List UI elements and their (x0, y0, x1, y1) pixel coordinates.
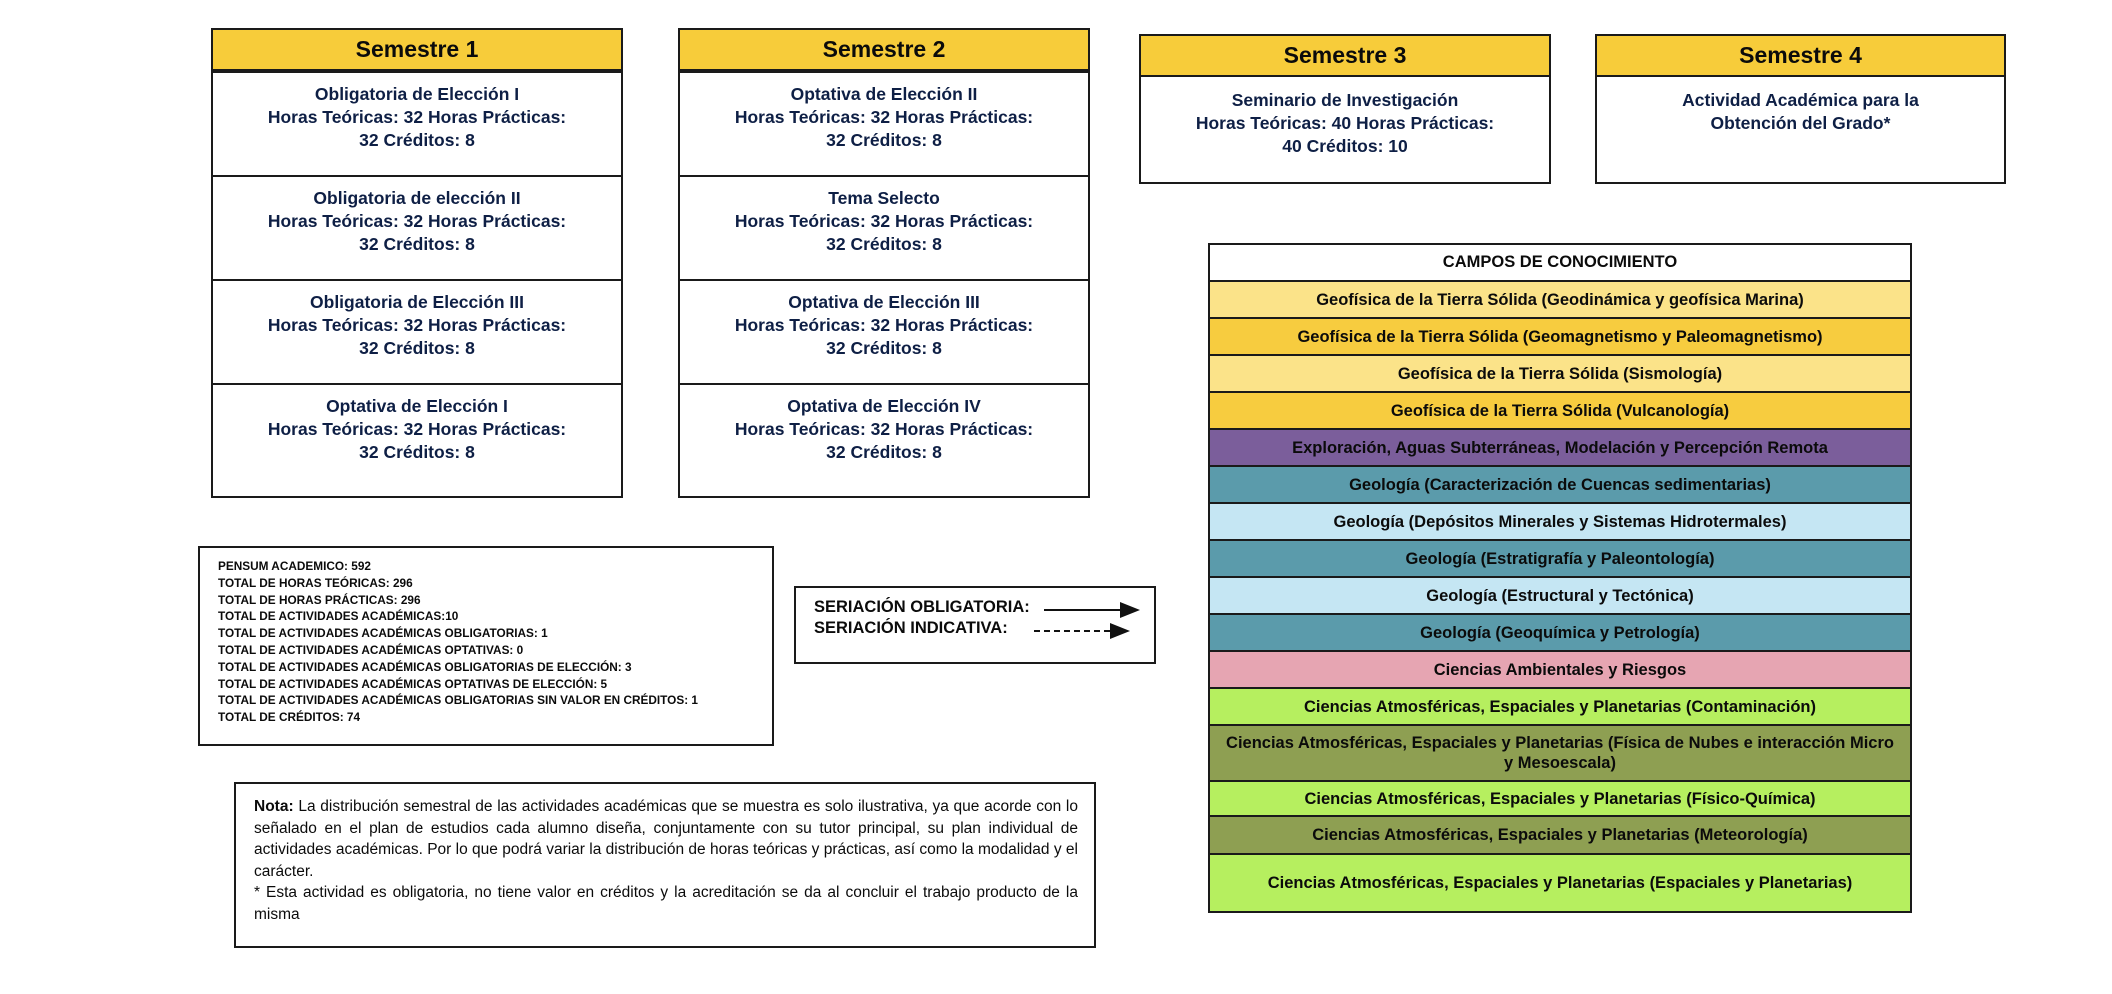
course-credits: 32 Créditos: 8 (826, 130, 942, 150)
note-label: Nota: (254, 798, 294, 815)
pensum-line: TOTAL DE HORAS TEÓRICAS: 296 (218, 575, 413, 590)
course-credits: 32 Créditos: 8 (826, 442, 942, 462)
course-item (1597, 77, 2004, 135)
note-text (254, 796, 1078, 882)
semester-3-title: Semestre 3 (1141, 36, 1549, 77)
course-name: Optativa de Elección IV (787, 396, 981, 416)
note-box (234, 782, 1096, 948)
course-name: Optativa de Elección II (790, 84, 978, 104)
course-name: Seminario de Investigación (1231, 90, 1459, 110)
knowledge-field-row: Geología (Caracterización de Cuencas sedimentarias) (1210, 467, 1910, 504)
course-name: Obligatoria de Elección III (310, 292, 524, 312)
knowledge-field-row: Geofísica de la Tierra Sólida (Sismología) (1210, 356, 1910, 393)
knowledge-field-row: Ciencias Atmosféricas, Espaciales y Planetarias (Meteorología) (1210, 817, 1910, 855)
course-item (213, 383, 621, 487)
semester-2-title: Semestre 2 (680, 30, 1088, 71)
seriation-legend (794, 586, 1156, 664)
course-item (213, 71, 621, 175)
course-item (213, 279, 621, 383)
course-credits: 40 Créditos: 10 (1282, 136, 1408, 156)
pensum-line: TOTAL DE ACTIVIDADES ACADÉMICAS:10 (218, 609, 459, 624)
knowledge-fields-list (1210, 282, 1910, 911)
course-item (1141, 77, 1549, 158)
semester-1-title: Semestre 1 (213, 30, 621, 71)
solid-arrow-icon (1044, 600, 1144, 620)
course-credits: 32 Créditos: 8 (826, 338, 942, 358)
knowledge-field-row: Exploración, Aguas Subterráneas, Modelación y Percepción Remota (1210, 430, 1910, 467)
course-hours: Horas Teóricas: 32 Horas Prácticas: (734, 419, 1034, 439)
course-hours: Horas Teóricas: 32 Horas Prácticas: (267, 315, 567, 335)
pensum-line: TOTAL DE ACTIVIDADES ACADÉMICAS OPTATIVAS: 0 (218, 642, 524, 657)
course-credits: 32 Créditos: 8 (359, 234, 475, 254)
course-name: Obligatoria de elección II (313, 188, 521, 208)
knowledge-field-row: Geofísica de la Tierra Sólida (Vulcanología) (1210, 393, 1910, 430)
knowledge-fields-table (1208, 243, 1912, 913)
semester-2-box (678, 28, 1090, 498)
knowledge-field-row: Geofísica de la Tierra Sólida (Geomagnetismo y Paleomagnetismo) (1210, 319, 1910, 356)
semester-4-title: Semestre 4 (1597, 36, 2004, 77)
course-name: Optativa de Elección III (788, 292, 980, 312)
course-hours: Horas Teóricas: 32 Horas Prácticas: (734, 107, 1034, 127)
course-credits: 32 Créditos: 8 (826, 234, 942, 254)
knowledge-field-row: Ciencias Atmosféricas, Espaciales y Planetarias (Contaminación) (1210, 689, 1910, 726)
course-item (680, 279, 1088, 383)
knowledge-field-row: Ciencias Atmosféricas, Espaciales y Planetarias (Física de Nubes e interacción Micro y Mesoescala) (1210, 726, 1910, 782)
course-name: Obligatoria de Elección I (314, 84, 520, 104)
knowledge-field-row: Ciencias Ambientales y Riesgos (1210, 652, 1910, 689)
course-hours: Horas Teóricas: 32 Horas Prácticas: (734, 211, 1034, 231)
course-name: Optativa de Elección I (326, 396, 508, 416)
course-hours: Horas Teóricas: 32 Horas Prácticas: (267, 419, 567, 439)
course-item (213, 175, 621, 279)
pensum-line: TOTAL DE CRÉDITOS: 74 (218, 710, 361, 725)
pensum-line: TOTAL DE ACTIVIDADES ACADÉMICAS OPTATIVAS DE ELECCIÓN: 5 (218, 676, 608, 691)
note-footnote: * Esta actividad es obligatoria, no tiene valor en créditos y la acreditación se da al concluir el trabajo producto de la misma (254, 884, 1078, 923)
note-body: La distribución semestral de las actividades académicas que se muestra es solo ilustrativa, ya que acorde con lo señalado en el plan de estudios cada alumno diseña, conjuntamente con su tutor principal, su plan individual de actividades académicas. Por lo que podrá variar la distribución de horas teóricas y prácticas, así como la modalidad y el carácter. (254, 798, 1078, 880)
course-hours: Horas Teóricas: 40 Horas Prácticas: (1195, 113, 1495, 133)
seriation-indicative-label: SERIACIÓN INDICATIVA: (814, 619, 1008, 637)
pensum-line: TOTAL DE ACTIVIDADES ACADÉMICAS OBLIGATORIAS DE ELECCIÓN: 3 (218, 659, 632, 674)
knowledge-fields-title: CAMPOS DE CONOCIMIENTO (1210, 245, 1910, 282)
course-name: Actividad Académica para la (1682, 90, 1919, 110)
semester-4-box (1595, 34, 2006, 184)
course-credits: 32 Créditos: 8 (359, 130, 475, 150)
seriation-mandatory-label: SERIACIÓN OBLIGATORIA: (814, 598, 1030, 616)
knowledge-field-row: Ciencias Atmosféricas, Espaciales y Planetarias (Físico-Química) (1210, 782, 1910, 817)
course-credits: 32 Créditos: 8 (359, 338, 475, 358)
semester-3-box (1139, 34, 1551, 184)
knowledge-field-row: Ciencias Atmosféricas, Espaciales y Planetarias (Espaciales y Planetarias) (1210, 855, 1910, 911)
knowledge-field-row: Geofísica de la Tierra Sólida (Geodinámica y geofísica Marina) (1210, 282, 1910, 319)
course-item (680, 175, 1088, 279)
pensum-line: TOTAL DE ACTIVIDADES ACADÉMICAS OBLIGATORIAS: 1 (218, 626, 548, 641)
pensum-line: TOTAL DE ACTIVIDADES ACADÉMICAS OBLIGATORIAS SIN VALOR EN CRÉDITOS: 1 (218, 693, 698, 708)
pensum-line: TOTAL DE HORAS PRÁCTICAS: 296 (218, 592, 421, 607)
knowledge-field-row: Geología (Depósitos Minerales y Sistemas Hidrotermales) (1210, 504, 1910, 541)
course-hours: Horas Teóricas: 32 Horas Prácticas: (267, 107, 567, 127)
pensum-line: PENSUM ACADEMICO: 592 (218, 559, 371, 573)
knowledge-field-row: Geología (Estructural y Tectónica) (1210, 578, 1910, 615)
pensum-summary (198, 546, 774, 746)
knowledge-field-row: Geología (Estratigrafía y Paleontología) (1210, 541, 1910, 578)
dashed-arrow-icon (1034, 621, 1134, 641)
course-item (680, 71, 1088, 175)
course-item (680, 383, 1088, 487)
semester-1-box (211, 28, 623, 498)
course-name: Tema Selecto (828, 188, 940, 208)
course-hours: Horas Teóricas: 32 Horas Prácticas: (734, 315, 1034, 335)
knowledge-field-row: Geología (Geoquímica y Petrología) (1210, 615, 1910, 652)
course-hours: Horas Teóricas: 32 Horas Prácticas: (267, 211, 567, 231)
course-credits: 32 Créditos: 8 (359, 442, 475, 462)
course-hours: Obtención del Grado* (1710, 113, 1891, 133)
